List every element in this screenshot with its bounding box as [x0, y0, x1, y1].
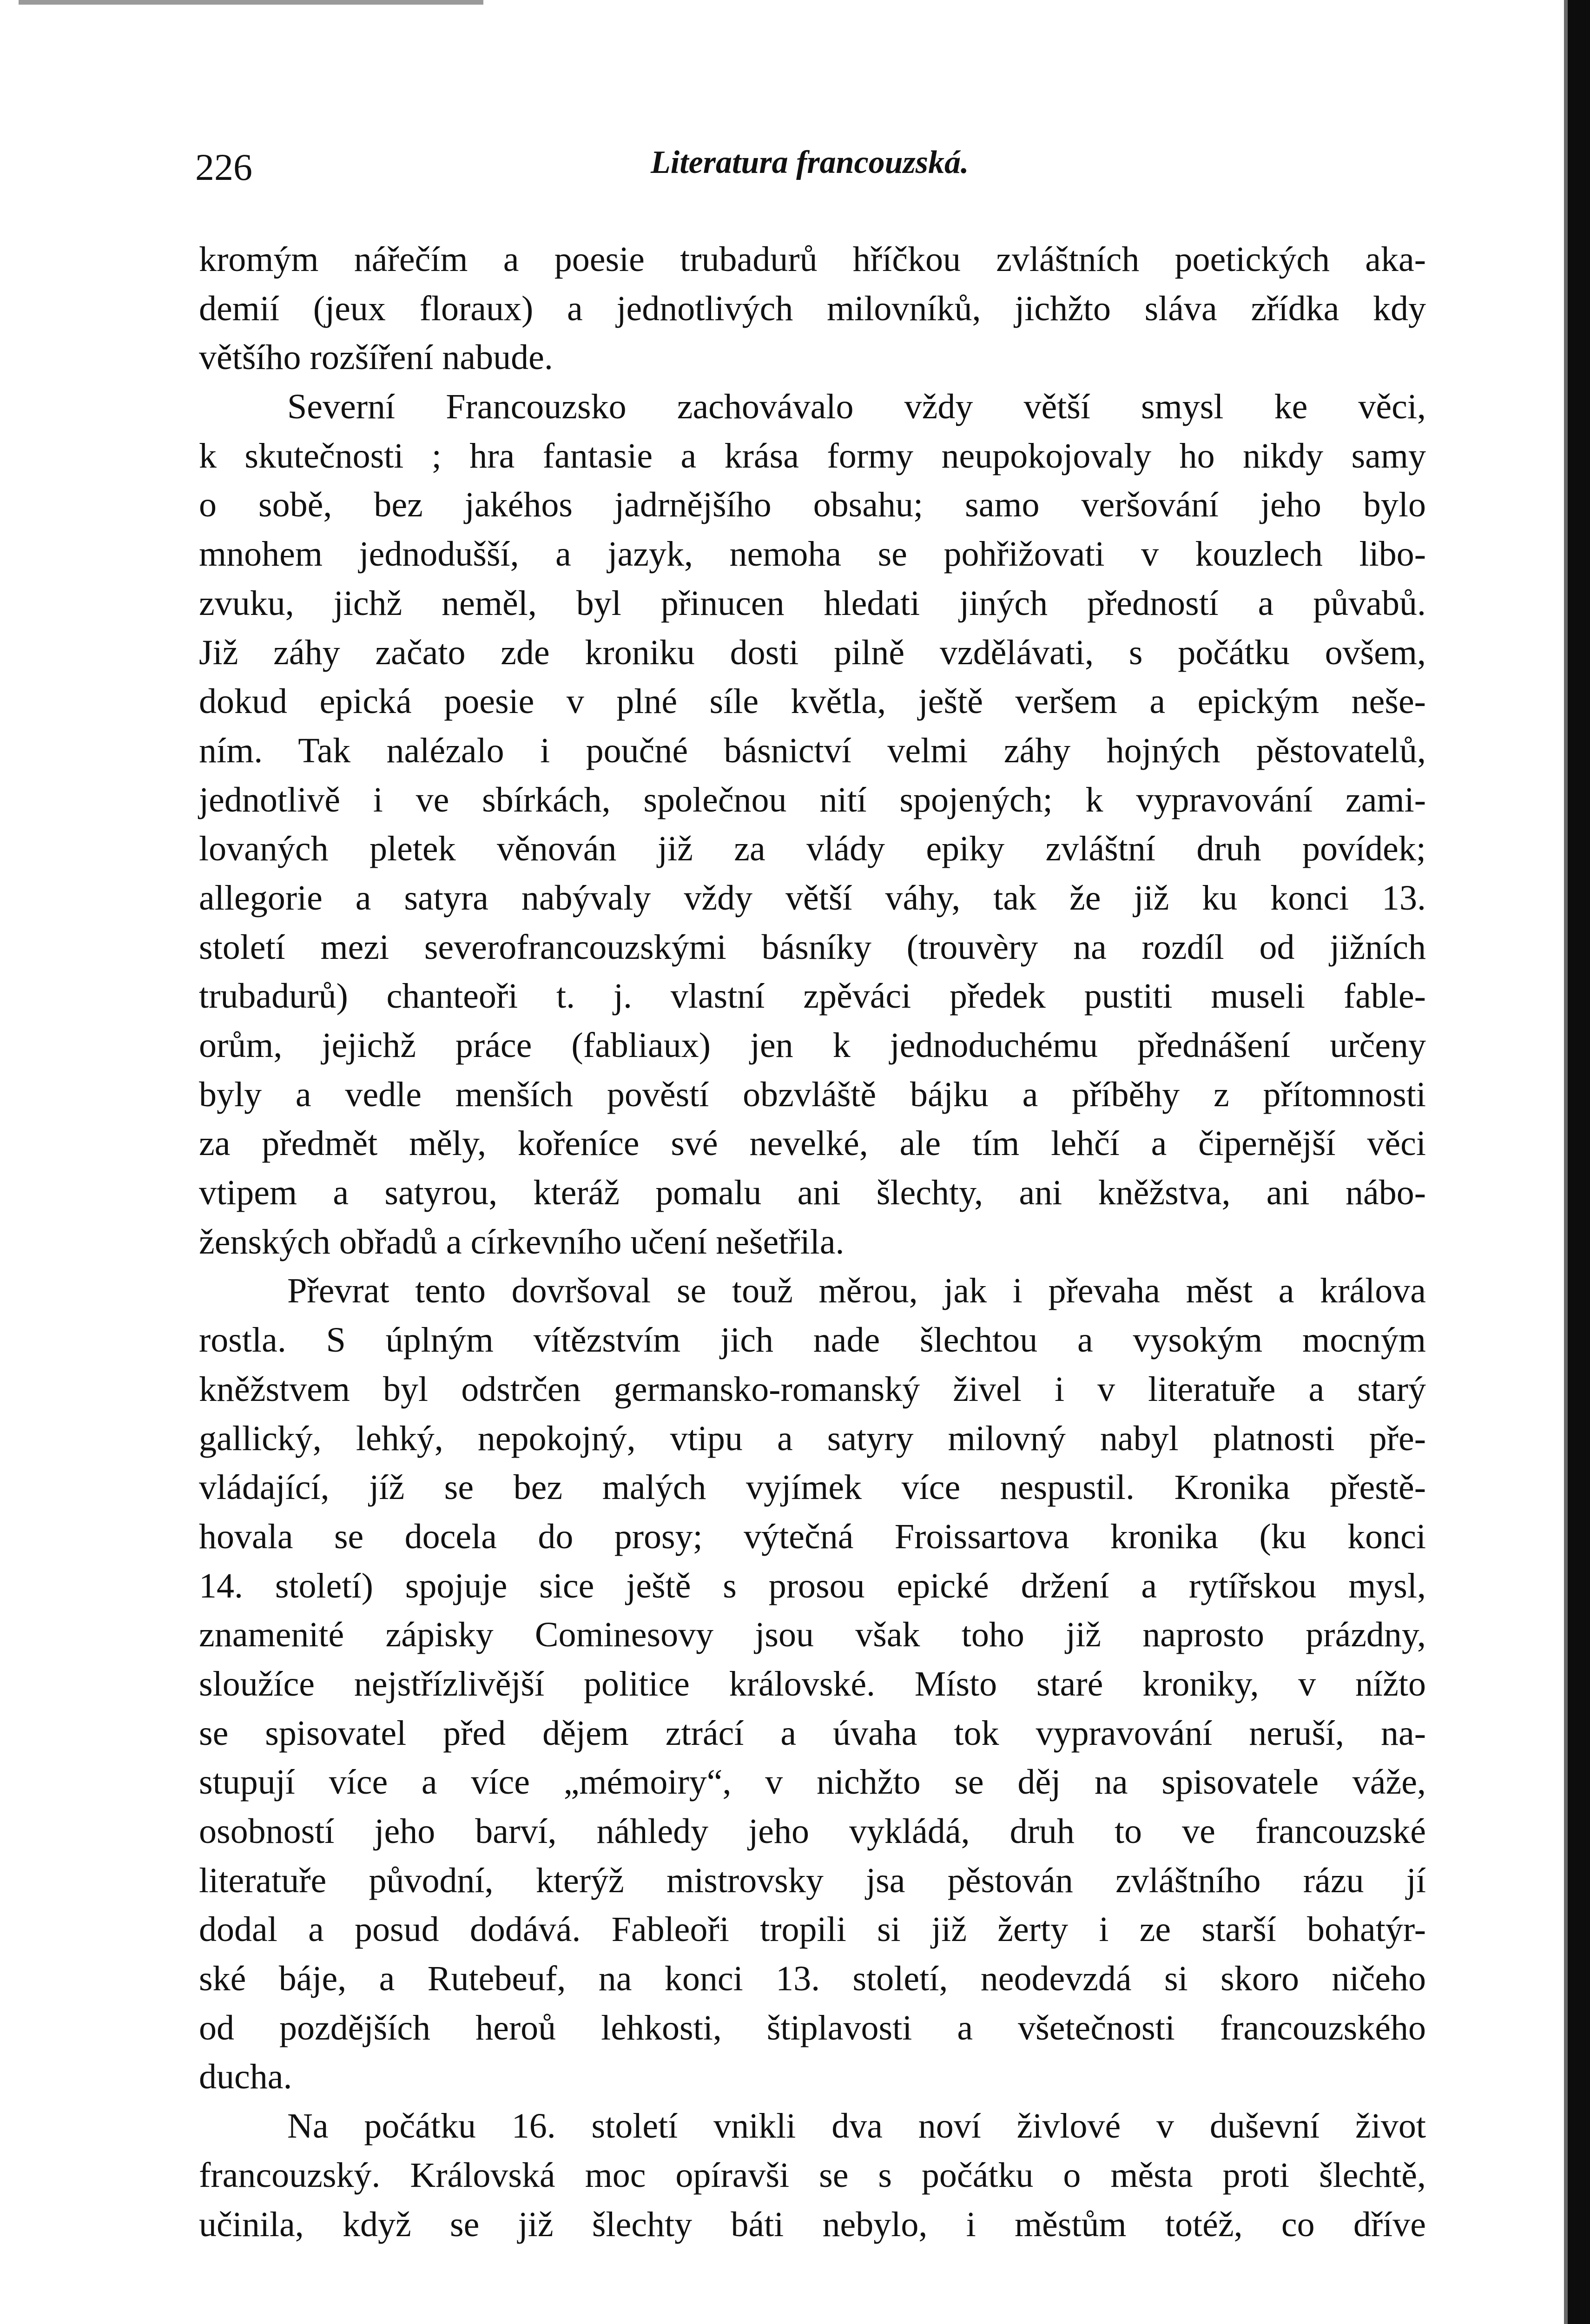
text-line: Na počátku 16. století vnikli dva noví živlové v duševní život	[287, 2106, 1426, 2146]
text-line: hovala se docela do prosy; výtečná Froissartova kronika (ku konci	[199, 1517, 1426, 1556]
text-line: dokud epická poesie v plné síle květla, ještě veršem a epickým neše-	[199, 682, 1426, 721]
text-line: vtipem a satyrou, kteráž pomalu ani šlechty, ani kněžstva, ani nábo-	[199, 1173, 1426, 1213]
text-line: mnohem jednodušší, a jazyk, nemoha se pohřižovati v kouzlech libo-	[199, 535, 1426, 574]
text-line: orům, jejichž práce (fabliaux) jen k jednoduchému přednášení určeny	[199, 1026, 1426, 1065]
text-line: většího rozšíření nabude.	[199, 338, 553, 377]
text-line: ské báje, a Rutebeuf, na konci 13. století, neodevzdá si skoro ničeho	[199, 1959, 1426, 1999]
text-line: trubadurů) chanteoři t. j. vlastní zpěváci předek pustiti museli fable-	[199, 977, 1426, 1016]
scan-right-border	[1568, 0, 1590, 2324]
text-line: gallický, lehký, nepokojný, vtipu a satyry milovný nabyl platnosti pře-	[199, 1419, 1426, 1458]
text-line: jednotlivě i ve sbírkách, společnou nití spojených; k vypravování zami-	[199, 780, 1426, 819]
text-line: kněžstvem byl odstrčen germansko-romanský živel i v literatuře a starý	[199, 1369, 1426, 1409]
text-line: demií (jeux floraux) a jednotlivých milovníků, jichžto sláva zřídka kdy	[199, 289, 1426, 328]
text-line: učinila, když se již šlechty báti nebylo, i městům totéž, co dříve	[199, 2205, 1426, 2244]
text-line: lovaných pletek věnován již za vlády epiky zvláštní druh povídek;	[199, 829, 1426, 869]
scan-top-edge	[19, 0, 483, 5]
text-line: kromým nářečím a poesie trubadurů hříčkou zvláštních poetických aka-	[199, 240, 1426, 279]
text-line: byly a vedle menších pověstí obzvláště bájku a příběhy z přítomnosti	[199, 1075, 1426, 1114]
text-line: Severní Francouzsko zachovávalo vždy větší smysl ke věci,	[287, 387, 1426, 427]
text-line: francouzský. Královská moc opíravši se s počátku o města proti šlechtě,	[199, 2155, 1426, 2195]
page-number: 226	[195, 146, 252, 188]
text-line: osobností jeho barví, náhledy jeho vykládá, druh to ve francouzské	[199, 1812, 1426, 1851]
text-line: ducha.	[199, 2057, 292, 2097]
text-line: sloužíce nejstřízlivější politice královské. Místo staré kroniky, v nížto	[199, 1664, 1426, 1703]
text-line: Již záhy začato zde kroniku dosti pilně vzdělávati, s počátku ovšem,	[199, 633, 1426, 672]
text-line: literatuře původní, kterýž mistrovsky jsa pěstován zvláštního rázu jí	[199, 1861, 1426, 1900]
text-line: se spisovatel před dějem ztrácí a úvaha tok vypravování neruší, na-	[199, 1713, 1426, 1753]
body-text	[199, 235, 1426, 2249]
text-line: dodal a posud dodává. Fableoři tropili si již žerty i ze starší bohatýr-	[199, 1910, 1426, 1949]
text-line: rostla. S úplným vítězstvím jich nade šlechtou a vysokým mocným	[199, 1320, 1426, 1360]
text-line: ženských obřadů a církevního učení nešetřila.	[199, 1222, 844, 1261]
text-line: století mezi severofrancouzskými básníky (trouvèry na rozdíl od jižních	[199, 927, 1426, 967]
text-line: 14. století) spojuje sice ještě s prosou epické držení a rytířskou mysl,	[199, 1566, 1426, 1605]
text-line: stupují více a více „mémoiry“, v nichžto se děj na spisovatele váže,	[199, 1763, 1426, 1802]
scan-border-shadow	[1564, 0, 1568, 2324]
text-line: o sobě, bez jakéhos jadrnějšího obsahu; samo veršování jeho bylo	[199, 485, 1426, 525]
text-line: od pozdějších heroů lehkosti, štiplavosti a všetečnosti francouzského	[199, 2008, 1426, 2047]
text-line: Převrat tento dovršoval se touž měrou, jak i převaha měst a králova	[287, 1271, 1426, 1311]
text-line: za předmět měly, kořeníce své nevelké, ale tím lehčí a čipernější věci	[199, 1124, 1426, 1163]
text-line: znamenité zápisky Cominesovy jsou však toho již naprosto prázdny,	[199, 1615, 1426, 1655]
page-header	[195, 139, 1422, 205]
running-title: Literatura francouzská.	[651, 145, 969, 180]
text-line: allegorie a satyra nabývaly vždy větší váhy, tak že již ku konci 13.	[199, 878, 1426, 918]
text-line: k skutečnosti ; hra fantasie a krása formy neupokojovaly ho nikdy samy	[199, 436, 1426, 475]
text-line: vládající, jíž se bez malých vyjímek více nespustil. Kronika přestě-	[199, 1468, 1426, 1507]
text-line: ním. Tak nalézalo i poučné básnictví velmi záhy hojných pěstovatelů,	[199, 731, 1426, 770]
text-line: zvuku, jichž neměl, byl přinucen hledati jiných předností a půvabů.	[199, 583, 1426, 623]
